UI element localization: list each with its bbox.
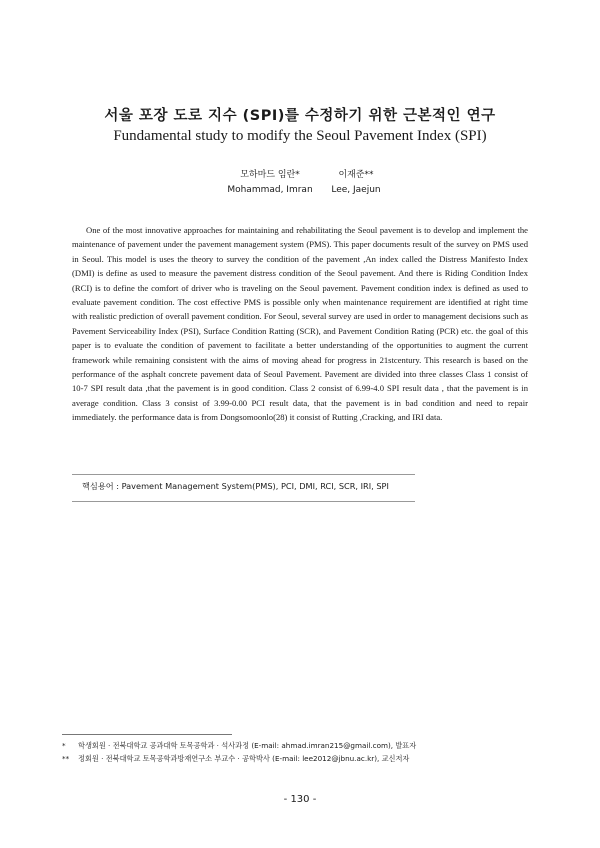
korean-title: 서울 포장 도로 지수 (SPI)를 수정하기 위한 근본적인 연구	[104, 108, 496, 124]
keywords-top-rule	[72, 474, 415, 475]
footnote-1	[62, 741, 416, 751]
footnote-1-text: 학생회원 · 전북대학교 공과대학 토목공학과 · 석사과정 (E-mail: ahmad.imran215@gmail.com), 발표자	[78, 741, 417, 750]
author-2-korean-name: 이재준**	[338, 170, 374, 180]
author-2	[286, 168, 426, 198]
abstract-text: One of the most innovative approaches for maintaining and rehabilitating the Seoul pavement is to develop and implement the maintenance of pavement under the pavement management system (PMS). This paper documents result of the survey on PMS used in Seoul. This model is uses the theory to survey the condition of the pavement ,An index called the Distress Manifesto Index (DMI) is define as used to measure the pavement distress condition of the Seoul pavement. And there is Riding Condition Index (RCI) is to define the comfort of driver who is traveling on the Seoul pavement. Pavement condition index is defined as used to evaluate pavement condition. The cost effective PMS is possible only when maintenance requirement are identified at right time with realistic prediction of overall pavement condition. For Seoul, several survey are used in order to management decisions such as Pavement Serviceability Index (PSI), Surface Condition Ratting (SCR), and Pavement Condition Rating (PCR) etc. the goal of this paper is to evaluate the condition of pavement to facilitate a better understanding of the opportunities to augment the current framework while remaining consistent with the aims of moving ahead for progress in 21stcentury. This research is based on the performance of the asphalt concrete pavement data of Seoul Pavement. Pavement are divided into three classes Class 1 consist of 10-7 SPI result data ,that the pavement is in good condition. Class 2 consist of 6.99-4.0 SPI result data , that the pavement is in average condition. Class 3 consist of 3.99-0.00 PCI result data, that the pavement is in bad condition and need to repair immediately. the performance data is from Dongsomoonlo(28) it consist of Rutting ,Cracking, and IRI data.	[72, 225, 528, 423]
author-1-english-name: Mohammad, Imran	[227, 185, 313, 195]
author-1-korean-name: 모하마드 임란*	[240, 170, 300, 180]
author-2-english-name: Lee, Jaejun	[331, 185, 381, 195]
footnote-rule	[62, 734, 232, 735]
footnote-2	[62, 754, 409, 764]
footnote-2-mark: **	[62, 754, 70, 763]
page-number: - 130 -	[283, 794, 317, 805]
footnote-1-mark: *	[62, 741, 66, 750]
keywords: 핵심용어 : Pavement Management System(PMS), PCI, DMI, RCI, SCR, IRI, SPI	[82, 481, 389, 491]
keywords-bottom-rule	[72, 501, 415, 502]
abstract	[72, 223, 528, 425]
footnote-2-text: 정회원 · 전북대학교 토목공학과방재연구소 부교수 · 공학박사 (E-mail: lee2012@jbnu.ac.kr), 교신저자	[78, 754, 410, 763]
english-title: Fundamental study to modify the Seoul Pavement Index (SPI)	[113, 128, 487, 144]
